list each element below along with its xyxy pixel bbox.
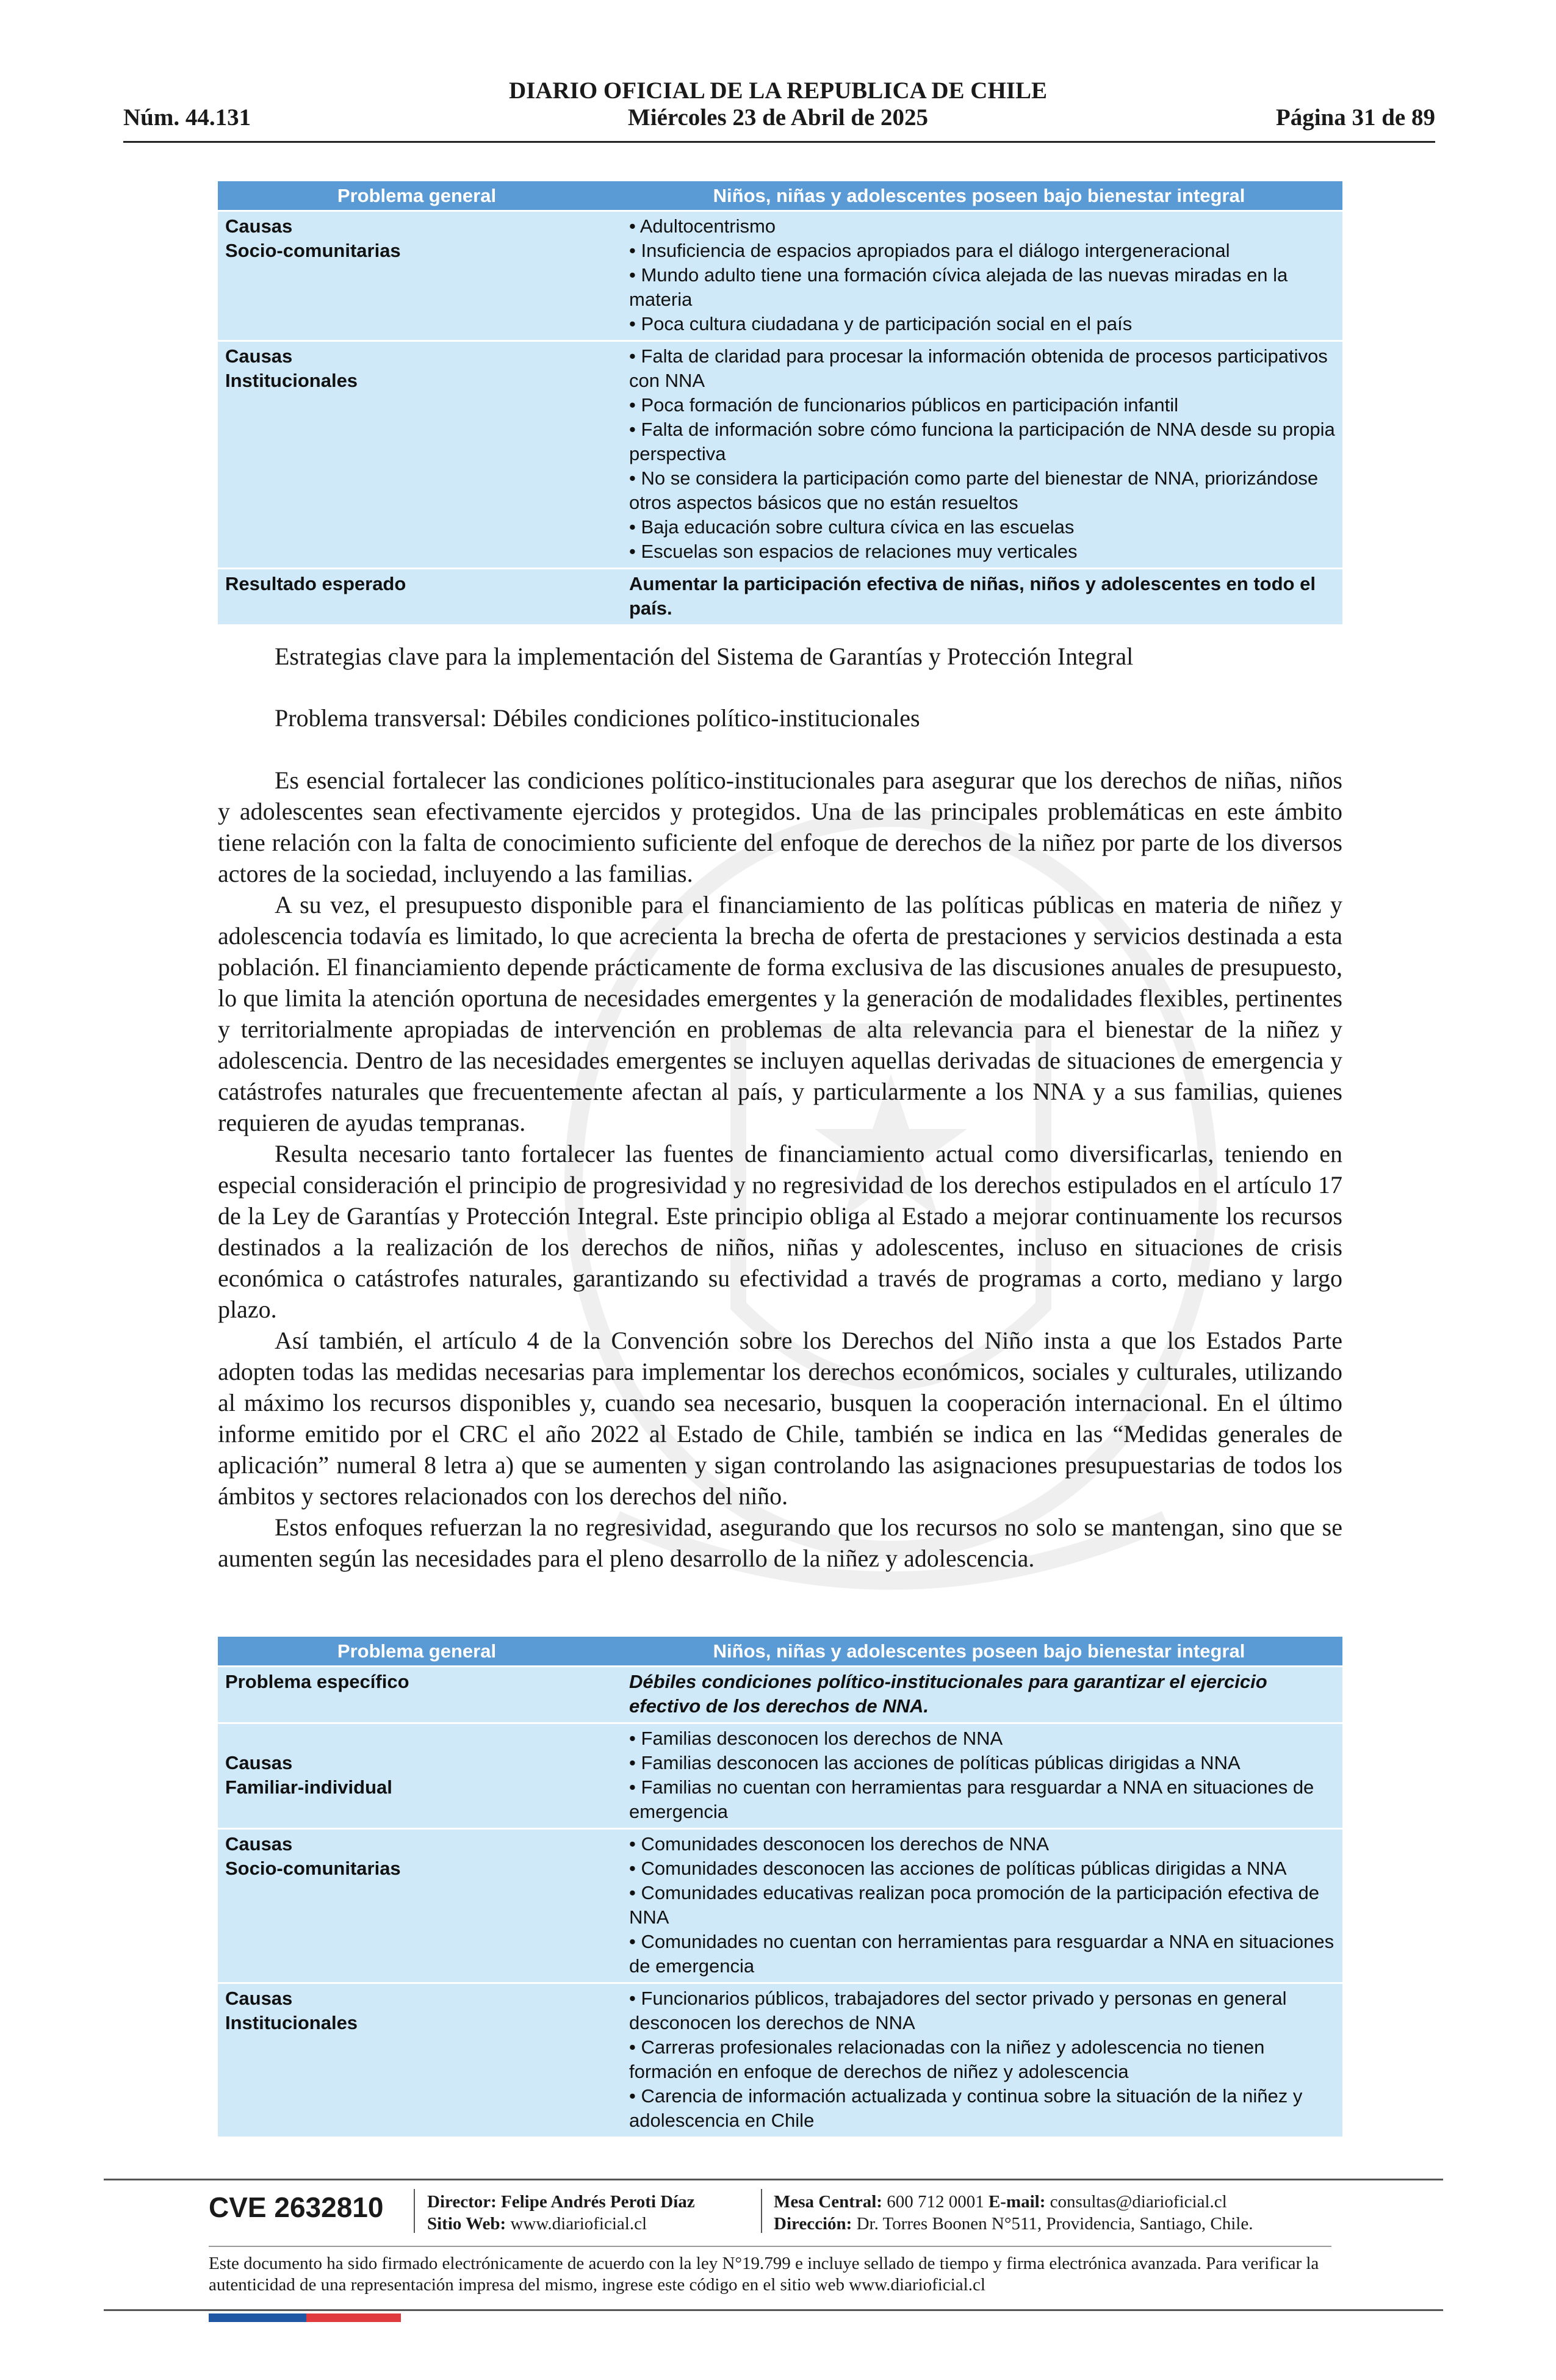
body-text [218,765,1342,1574]
specific-problem: Débiles condiciones político-institucionales para garantizar el ejercicio efectivo de los derechos de NNA. [616,1667,1342,1723]
issue-date: Miércoles 23 de Abril de 2025 [627,104,929,131]
list-item: • Poca cultura ciudadana y de participación social en el país [629,313,1133,334]
issue-number: Núm. 44.131 [123,104,251,131]
email-link[interactable]: consultas@diarioficial.cl [1050,2192,1227,2212]
row-label-line: Familiar-individual [225,1776,392,1798]
row-label-line: Problema específico [225,1671,409,1692]
row-label [218,341,616,569]
footer-contact-block [774,2191,1253,2235]
list-item: • Funcionarios públicos, trabajadores del sector privado y personas en general desconocen los derechos de NNA [629,1988,1287,2033]
footer-separator [761,2189,762,2233]
page-number: Página 31 de 89 [1275,104,1435,131]
flag-stripe-red [306,2313,401,2322]
list-item: • Familias desconocen las acciones de políticas públicas dirigidas a NNA [629,1752,1241,1773]
list-item: • Carreras profesionales relacionadas con la niñez y adolescencia no tienen formación en enfoque de derechos de niñez y adolescencia [629,2036,1265,2082]
row-label [218,569,616,625]
list-item: • Escuelas son espacios de relaciones muy verticales [629,541,1078,562]
row-label-line: Institucionales [225,2012,358,2033]
row-label [218,1983,616,2137]
causes-table-institutional [218,1637,1342,2137]
paragraph: Es esencial fortalecer las condiciones político-institucionales para asegurar que los derechos de niñas, niños y adolescentes sean efectivamente ejercidos y protegidos. Una de las principales problemáticas en este ámbito tiene relación con la falta de conocimiento suficiente del enfoque de derechos de la niñez por parte de los diversos actores de la sociedad, incluyendo a las familias. [218,766,1342,887]
paragraph: Estos enfoques refuerzan la no regresividad, asegurando que los recursos no solo se mantengan, sino que se aumenten según las necesidades para el pleno desarrollo de la niñez y adolescencia. [218,1513,1342,1572]
cve-code: CVE 2632810 [209,2191,384,2223]
list-item: • Comunidades educativas realizan poca promoción de la participación efectiva de NNA [629,1882,1319,1928]
footer-website [427,2213,695,2235]
flag-stripe-blue [209,2313,306,2322]
director-label: Director: [427,2192,497,2212]
footer-director-block [427,2191,695,2235]
list-item: • Falta de información sobre cómo funciona la participación de NNA desde su propia perspectiva [629,419,1335,464]
subsection-heading: Problema transversal: Débiles condiciones político-institucionales [275,704,920,732]
email-label: E-mail: [988,2192,1046,2212]
causes-table-participation [218,181,1342,624]
row-label-line: Causas [225,1988,293,2009]
list-item: • Carencia de información actualizada y continua sobre la situación de la niñez y adolescencia en Chile [629,2085,1303,2131]
row-label [218,211,616,341]
phone-label: Mesa Central: [774,2192,882,2212]
footer-divider [104,2179,1443,2180]
table-row [218,569,1342,625]
row-label-line: Causas [225,1833,293,1855]
website-label: Sitio Web: [427,2214,506,2234]
paragraph: Resulta necesario tanto fortalecer las fuentes de financiamiento actual como diversificarlas, teniendo en especial consideración el principio de progresividad y no regresividad de los derechos estipulados en el artículo 17 de la Ley de Garantías y Protección Integral. Este principio obliga al Estado a mejorar continuamente los recursos destinados a la realización de los derechos de niños, niñas y adolescentes, incluso en situaciones de crisis económica o catástrofes naturales, garantizando su efectividad a través de programas a corto, mediano y largo plazo. [218,1140,1342,1323]
row-items [616,341,1342,569]
table-header-description: Niños, niñas y adolescentes poseen bajo bienestar integral [616,1637,1342,1667]
list-item: • Falta de claridad para procesar la información obtenida de procesos participativos con NNA [629,345,1328,391]
row-label-line: Socio-comunitarias [225,240,401,261]
list-item: • Comunidades no cuentan con herramientas para resguardar a NNA en situaciones de emergencia [629,1931,1334,1977]
footer-separator [414,2189,415,2233]
table-row [218,1723,1342,1829]
row-label-line: Causas [225,345,293,367]
row-label-line: Causas [225,1752,293,1773]
row-items [616,211,1342,341]
director-value: Felipe Andrés Peroti Díaz [501,2192,695,2212]
row-items [616,1829,1342,1983]
row-label-line: Causas [225,215,293,237]
row-label-line: Institucionales [225,370,358,391]
newspaper-title: DIARIO OFICIAL DE LA REPUBLICA DE CHILE [508,78,1047,104]
table-header-row [218,1637,1342,1667]
list-item: • Comunidades desconocen los derechos de NNA [629,1833,1050,1855]
footer-inner-divider [209,2246,1331,2247]
paragraph: Así también, el artículo 4 de la Convención sobre los Derechos del Niño insta a que los Estados Parte adopten todas las medidas necesarias para implementar los derechos económicos, sociales y culturales, utilizando al máximo los recursos disponibles y, cuando sea necesario, busquen la cooperación internacional. En el último informe emitido por el CRC el año 2022 al Estado de Chile, también se indica en las “Medidas generales de aplicación” numeral 8 letra a) que se aumenten y sigan controlando las asignaciones presupuestarias de todos los ámbitos y sectores relacionados con los derechos del niño. [218,1327,1342,1510]
row-items [616,1723,1342,1829]
list-item: • Adultocentrismo [629,215,776,237]
table-row [218,1829,1342,1983]
expected-result: Aumentar la participación efectiva de niñas, niños y adolescentes en todo el país. [616,569,1342,625]
paragraph: A su vez, el presupuesto disponible para el financiamiento de las políticas públicas en materia de niñez y adolescencia todavía es limitado, lo que acrecienta la brecha de oferta de prestaciones y servicios destinada a esta población. El financiamiento depende prácticamente de forma exclusiva de las discusiones anuales de presupuesto, lo que limita la atención oportuna de necesidades emergentes y la generación de modalidades flexibles, pertinentes y territorialmente apropiadas de intervención en problemas de alta relevancia para el bienestar de la niñez y adolescencia. Dentro de las necesidades emergentes se incluyen aquellas derivadas de situaciones de emergencia y catástrofes naturales que frecuentemente afectan al país, y particularmente a los NNA y a sus familias, quienes requieren de ayudas tempranas. [218,891,1342,1136]
list-item: • Insuficiencia de espacios apropiados para el diálogo intergeneracional [629,240,1230,261]
section-heading: Estrategias clave para la implementación del Sistema de Garantías y Protección Integral [275,643,1134,670]
row-label-line: Socio-comunitarias [225,1858,401,1879]
header-divider [123,141,1435,143]
phone-value: 600 712 0001 [887,2192,984,2212]
table-header-problem: Problema general [218,1637,616,1667]
row-label [218,1829,616,1983]
list-item: • Poca formación de funcionarios públicos en participación infantil [629,394,1179,416]
list-item: • No se considera la participación como parte del bienestar de NNA, priorizándose otros aspectos básicos que no están resueltos [629,467,1319,513]
footer-bottom-divider [104,2309,1443,2311]
table-header-row [218,181,1342,211]
row-items [616,1983,1342,2137]
list-item: • Familias no cuentan con herramientas para resguardar a NNA en situaciones de emergencia [629,1776,1314,1822]
table-header-description: Niños, niñas y adolescentes poseen bajo bienestar integral [616,181,1342,211]
footer-director [427,2191,695,2213]
table-header-problem: Problema general [218,181,616,211]
row-label [218,1723,616,1829]
list-item: • Mundo adulto tiene una formación cívica alejada de las nuevas miradas en la materia [629,264,1288,310]
signature-note: Este documento ha sido firmado electrónicamente de acuerdo con la ley N°19.799 e incluye sellado de tiempo y firma electrónica avanzada. Para verificar la autenticidad de una representación impresa del mismo, ingrese este código en el sitio web www.diarioficial.cl [209,2254,1319,2295]
table-row [218,1667,1342,1723]
table-row [218,211,1342,341]
list-item: • Familias desconocen los derechos de NNA [629,1728,1003,1749]
website-link[interactable]: www.diarioficial.cl [510,2214,647,2234]
table-row [218,1983,1342,2137]
footer-phone-email [774,2191,1253,2213]
row-label-line: Resultado esperado [225,573,406,594]
row-label [218,1667,616,1723]
footer-address [774,2213,1253,2235]
list-item: • Comunidades desconocen las acciones de políticas públicas dirigidas a NNA [629,1858,1287,1879]
list-item: • Baja educación sobre cultura cívica en las escuelas [629,516,1075,538]
address-label: Dirección: [774,2214,852,2234]
address-value: Dr. Torres Boonen N°511, Providencia, Santiago, Chile. [856,2214,1253,2234]
table-row [218,341,1342,569]
